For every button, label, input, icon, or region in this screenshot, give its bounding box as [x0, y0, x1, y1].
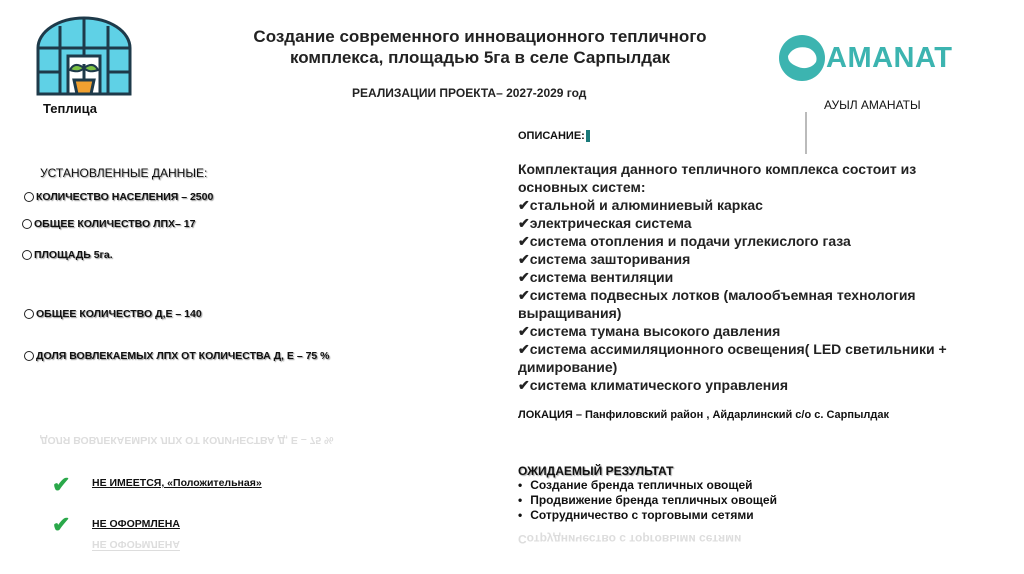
- data-item-total-de: ОБЩЕЕ КОЛИЧЕСТВО Д,Е – 140: [24, 308, 202, 320]
- circle-bullet-icon: [24, 351, 34, 361]
- established-data-title: УСТАНОВЛЕННЫЕ ДАННЫЕ:: [40, 166, 208, 180]
- description-body: [518, 160, 988, 394]
- circle-bullet-icon: [24, 309, 34, 319]
- expected-result-title: ОЖИДАЕМЫЙ РЕЗУЛЬТАТ: [518, 464, 674, 478]
- circle-bullet-icon: [22, 219, 32, 229]
- system-item: ✔электрическая система: [518, 215, 692, 231]
- status-reflection: НЕ ОФОРМЛЕНА: [92, 538, 180, 550]
- title-line-1: Создание современного инновационного тепличного: [253, 27, 707, 46]
- system-item: ✔система тумана высокого давления: [518, 323, 781, 339]
- description-intro: Комплектация данного тепличного комплекса состоит из основных систем:: [518, 161, 917, 195]
- list-item: • Сотрудничество с торговыми сетями: [518, 508, 777, 523]
- title-line-2: комплекса, площадью 5га в селе Сарпылдак: [289, 48, 671, 67]
- data-item-area: ПЛОЩАДЬ 5га.: [22, 249, 113, 261]
- system-item: ✔система зашторивания: [518, 251, 691, 267]
- expected-result-list: [518, 478, 777, 523]
- system-item: ✔система климатического управления: [518, 377, 789, 393]
- greenhouse-label: Теплица: [43, 101, 98, 116]
- list-item: • Продвижение бренда тепличных овощей: [518, 493, 777, 508]
- list-item: • Создание бренда тепличных овощей: [518, 478, 777, 493]
- result-reflection: Сотрудничество с торговыми сетями: [518, 532, 742, 546]
- share-reflection: ДОЛЯ ВОВЛЕКАЕМЫХ ЛПХ ОТ КОЛИЧЕСТВА Д, Е – 75 %: [40, 434, 334, 446]
- data-item-population: КОЛИЧЕСТВО НАСЕЛЕНИЯ – 2500: [24, 191, 213, 203]
- system-item: ✔стальной и алюминиевый каркас: [518, 197, 763, 213]
- text-cursor: [586, 130, 590, 142]
- status-not-formalized: НЕ ОФОРМЛЕНА: [92, 518, 180, 530]
- data-item-share: ДОЛЯ ВОВЛЕКАЕМЫХ ЛПХ ОТ КОЛИЧЕСТВА Д, Е – 75 %: [24, 350, 330, 362]
- data-item-households: ОБЩЕЕ КОЛИЧЕСТВО ЛПХ– 17: [22, 218, 195, 230]
- location: ЛОКАЦИЯ – Панфиловский район , Айдарлинский с/о с. Сарпылдак: [518, 409, 890, 421]
- amanat-logo-icon: [778, 34, 826, 82]
- divider: [805, 112, 807, 154]
- project-period: РЕАЛИЗАЦИИ ПРОЕКТА– 2027-2029 год: [352, 86, 587, 100]
- system-item: ✔система отопления и подачи углекислого газа: [518, 233, 851, 249]
- amanat-logo-text: AMANAT: [826, 42, 953, 74]
- system-item: ✔система подвесных лотков (малообъемная технология выращивания): [518, 287, 916, 321]
- status-positive: НЕ ИМЕЕТСЯ, «Положительная»: [92, 477, 262, 489]
- check-icon: ✔: [52, 472, 71, 497]
- circle-bullet-icon: [22, 250, 32, 260]
- system-item: ✔система ассимиляционного освещения( LED светильники + димирование): [518, 341, 947, 375]
- system-item: ✔система вентиляции: [518, 269, 674, 285]
- page-title: [200, 26, 760, 68]
- description-label: ОПИСАНИЕ:: [518, 130, 590, 142]
- circle-bullet-icon: [24, 192, 34, 202]
- amanat-caption: АУЫЛ АМАНАТЫ: [824, 98, 921, 112]
- greenhouse-icon: [34, 14, 134, 98]
- check-icon: ✔: [52, 512, 71, 537]
